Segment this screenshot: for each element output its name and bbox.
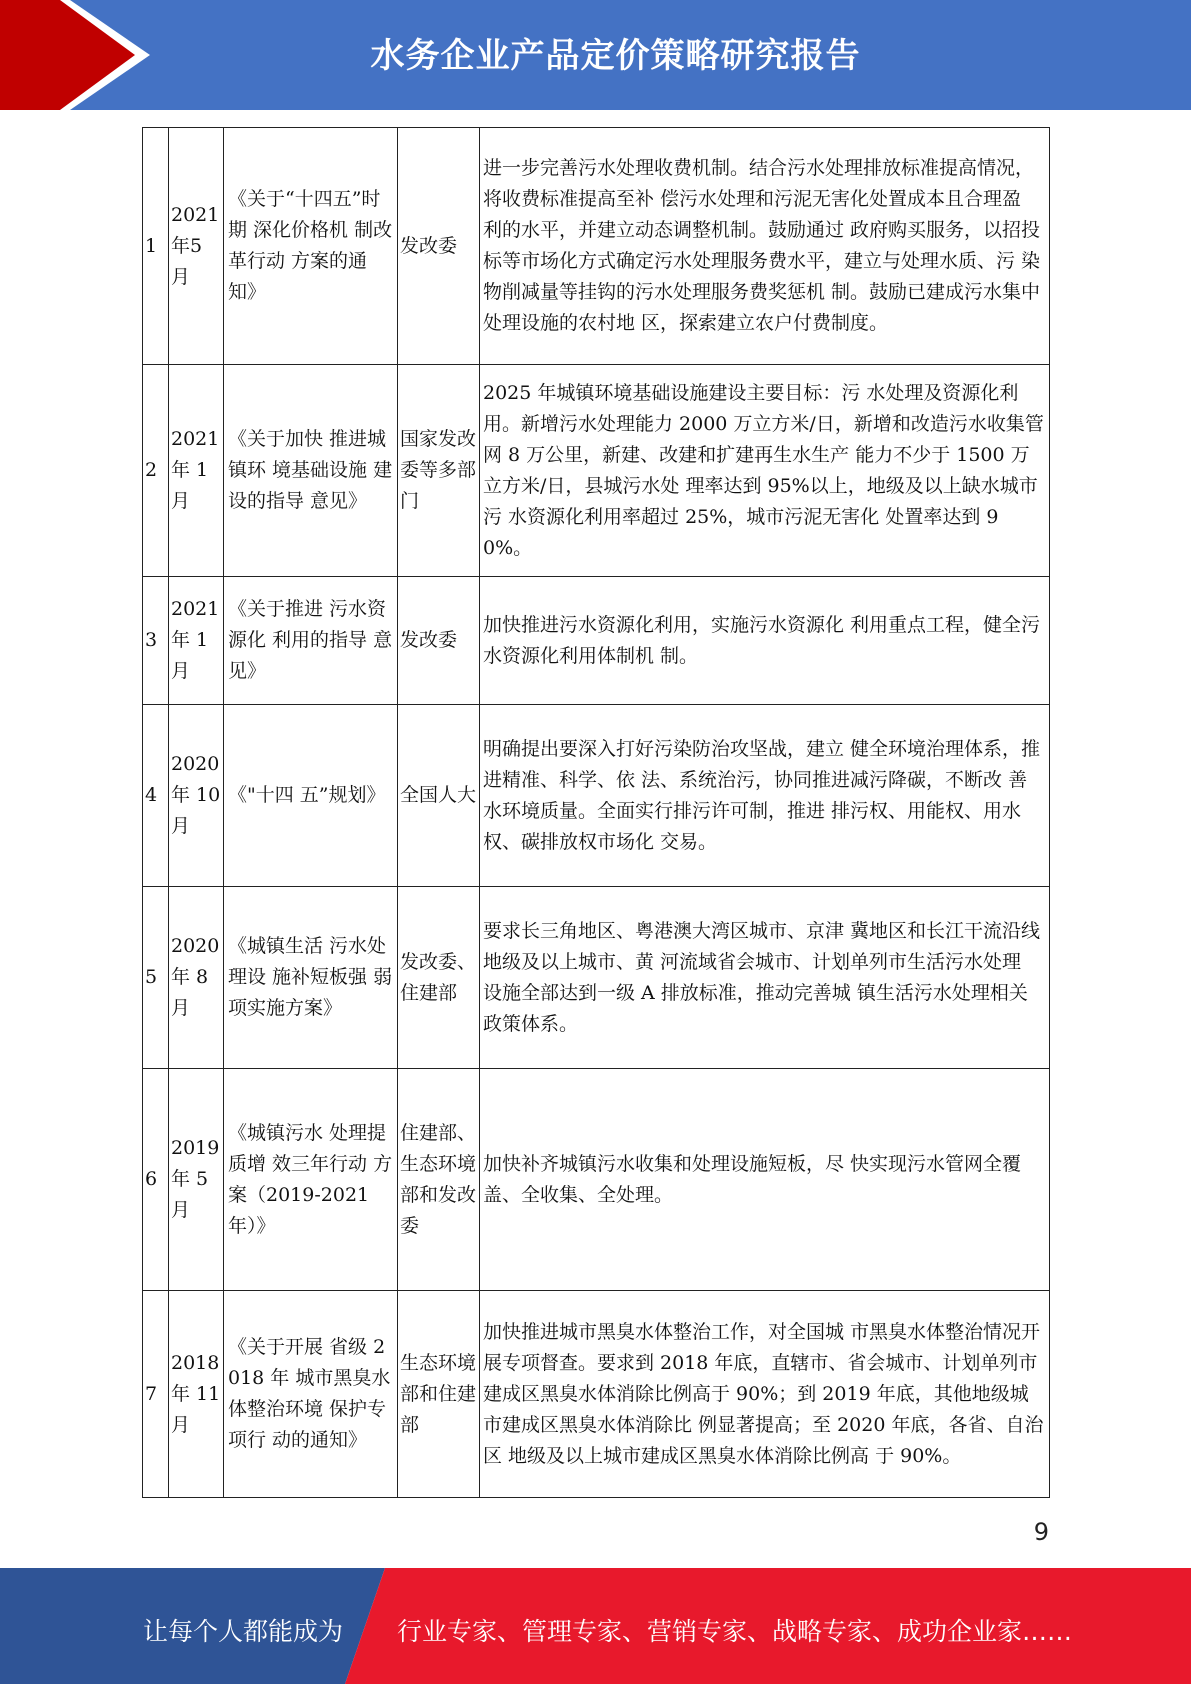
row-content: 要求长三角地区、粤港澳大湾区城市、京津 冀地区和长江干流沿线地级及以上城市、黄 河流域省会城市、计划单列市生活污水处理 设施全部达到一级 A 排放标准，推动完善城 镇生活污水处理相关政策体系。	[480, 887, 1050, 1069]
row-number: 7	[143, 1291, 169, 1498]
row-date: 2021年5月	[169, 128, 224, 365]
page-number: 9	[1033, 1518, 1049, 1546]
row-content: 加快补齐城镇污水收集和处理设施短板，尽 快实现污水管网全覆盖、全收集、全处理。	[480, 1069, 1050, 1291]
row-content: 进一步完善污水处理收费机制。结合污水处理排放标准提高情况，将收费标准提高至补 偿污水处理和污泥无害化处置成本且合理盈 利的水平，并建立动态调整机制。鼓励通过 政府购买服务，以招投标等市场化方式确定污水处理服务费水平，建立与处理水质、污 染物削减量等挂钩的污水处理服务费奖惩机 制。鼓励已建成污水集中处理设施的农村地 区，探索建立农户付费制度。	[480, 128, 1050, 365]
row-date: 2018年 11月	[169, 1291, 224, 1498]
row-number: 3	[143, 577, 169, 705]
row-department: 国家发改 委等多部 门	[398, 365, 480, 577]
row-policy-title: 《"十四 五”规划》	[224, 705, 398, 887]
row-content: 2025 年城镇环境基础设施建设主要目标：污 水处理及资源化利用。新增污水处理能力 2000 万立方米/日，新增和改造污水收集管 网 8 万公里，新建、改建和扩建再生水生产 能力不少于 1500 万立方米/日，县城污水处 理率达到 95%以上，地级及以上缺水城市污 水资源化利用率超过 25%，城市污泥无害化 处置率达到 90%。	[480, 365, 1050, 577]
table-row	[143, 365, 1050, 577]
row-policy-title: 《关于“十四五”时期 深化价格机 制改革行动 方案的通 知》	[224, 128, 398, 365]
row-department: 发改委	[398, 128, 480, 365]
row-department: 全国人大	[398, 705, 480, 887]
policy-table	[142, 127, 1050, 1498]
table-row	[143, 887, 1050, 1069]
footer-slogan-left: 让每个人都能成为	[143, 1617, 344, 1646]
row-policy-title: 《关于开展 省级 2018 年 城市黑臭水 体整治环境 保护专项行 动的通知》	[224, 1291, 398, 1498]
row-policy-title: 《关于加快 推进城镇环 境基础设施 建设的指导 意见》	[224, 365, 398, 577]
document-title: 水务企业产品定价策略研究报告	[370, 36, 861, 76]
row-date: 2020年 8月	[169, 887, 224, 1069]
row-number: 6	[143, 1069, 169, 1291]
row-department: 发改委	[398, 577, 480, 705]
footer-slogan-right: 行业专家、管理专家、营销专家、战略专家、成功企业家……	[397, 1617, 1073, 1646]
row-number: 1	[143, 128, 169, 365]
row-department: 住建部、 生态环境部和发改 委	[398, 1069, 480, 1291]
row-policy-title: 《关于推进 污水资源化 利用的指导 意见》	[224, 577, 398, 705]
row-department: 发改委、 住建部	[398, 887, 480, 1069]
row-date: 2021年 1月	[169, 577, 224, 705]
row-date: 2019年 5月	[169, 1069, 224, 1291]
row-content: 明确提出要深入打好污染防治攻坚战，建立 健全环境治理体系，推进精准、科学、依 法、系统治污，协同推进减污降碳，不断改 善水环境质量。全面实行排污许可制，推进 排污权、用能权、用水权、碳排放权市场化 交易。	[480, 705, 1050, 887]
table-row	[143, 577, 1050, 705]
table-row	[143, 705, 1050, 887]
row-content: 加快推进城市黑臭水体整治工作，对全国城 市黑臭水体整治情况开展专项督查。要求到 2018 年底，直辖市、省会城市、计划单列市 建成区黑臭水体消除比例高于 90%；到 2019 年底，其他地级城市建成区黑臭水体消除比 例显著提高；至 2020 年底，各省、自治区 地级及以上城市建成区黑臭水体消除比例高 于 90%。	[480, 1291, 1050, 1498]
row-number: 5	[143, 887, 169, 1069]
row-number: 2	[143, 365, 169, 577]
row-number: 4	[143, 705, 169, 887]
row-content: 加快推进污水资源化利用，实施污水资源化 利用重点工程，健全污水资源化利用体制机 制。	[480, 577, 1050, 705]
row-date: 2021年 1月	[169, 365, 224, 577]
table-row	[143, 1069, 1050, 1291]
table-row	[143, 128, 1050, 365]
page-footer	[0, 1568, 1191, 1684]
table-row	[143, 1291, 1050, 1498]
row-policy-title: 《城镇污水 处理提质增 效三年行动 方案（2019-2021 年）》	[224, 1069, 398, 1291]
page-header	[0, 0, 1191, 110]
row-policy-title: 《城镇生活 污水处理设 施补短板强 弱项实施方案》	[224, 887, 398, 1069]
row-department: 生态环境 部和住建 部	[398, 1291, 480, 1498]
row-date: 2020年 10月	[169, 705, 224, 887]
